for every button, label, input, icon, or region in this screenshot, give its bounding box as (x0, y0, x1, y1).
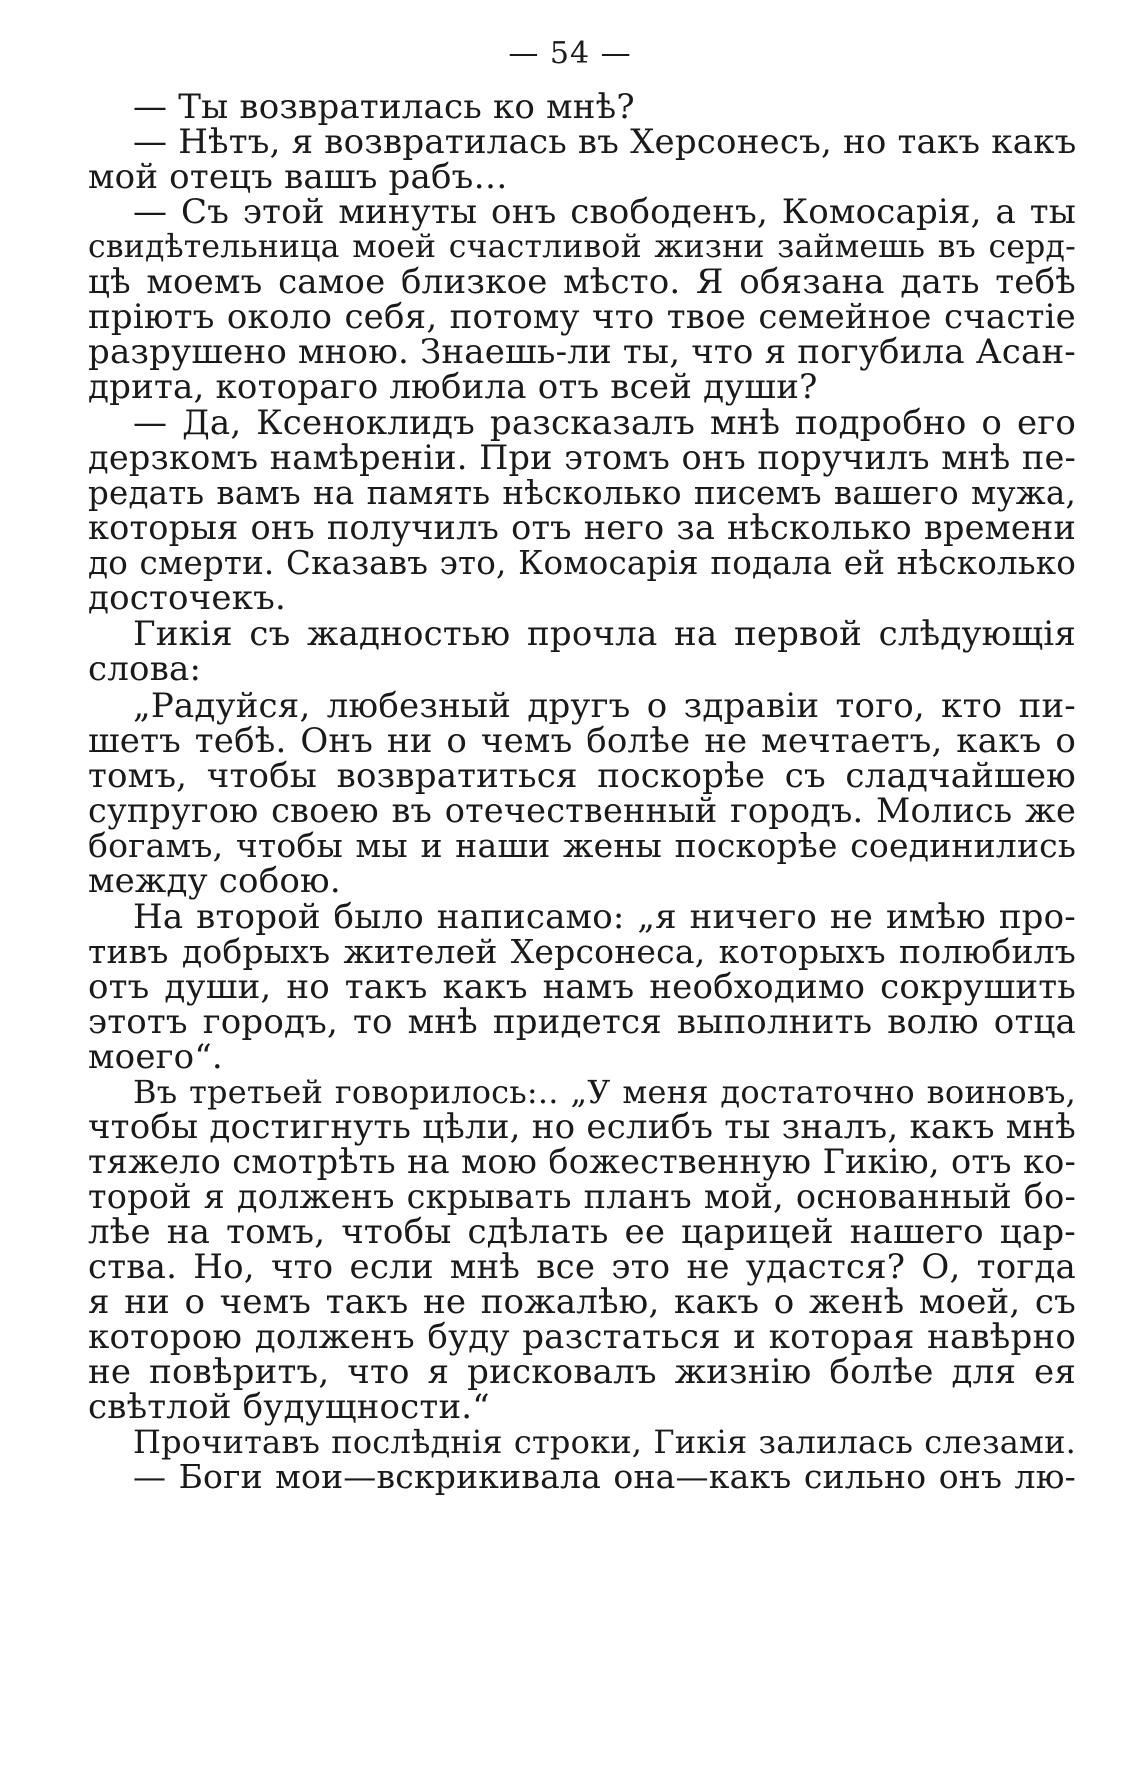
text-line: моего“. (88, 1037, 223, 1077)
text-line: Прочитавъ послѣднія строки, Гикія залилась слезами. (133, 1423, 1076, 1461)
text-line: которыя онъ получилъ отъ него за нѣсколько времени (88, 508, 1076, 547)
text-line: до смерти. Сказавъ это, Комосарія подала ей нѣсколько (88, 544, 1076, 582)
text-line: между собою. (88, 861, 341, 901)
text-line: торой я долженъ скрывать планъ мой, основанный бо- (88, 1177, 1076, 1216)
text-line: дерзкомъ намѣреніи. При этомъ онъ поручилъ мнѣ пе- (88, 438, 1076, 477)
text-line: чтобы достигнуть цѣли, но еслибъ ты зналъ, какъ мнѣ (88, 1107, 1076, 1147)
text-line: редать вамъ на память нѣсколько писемъ вашего мужа, (88, 474, 1076, 512)
text-line: мой отецъ вашъ рабъ… (88, 157, 508, 197)
text-line: дрита, котораго любила отъ всей души? (88, 367, 818, 407)
text-line: цѣ моемъ самое близкое мѣсто. Я обязана дать тебѣ (88, 262, 1076, 302)
text-line: Гикія съ жадностью прочла на первой слѣдующія (133, 614, 1076, 654)
text-line: которою долженъ буду разстаться и которая навѣрно (88, 1317, 1076, 1357)
text-line: тяжело смотрѣть на мою божественную Гикію, отъ ко- (88, 1142, 1076, 1181)
text-line: не повѣритъ, что я рисковалъ жизнію болѣе для ея (88, 1352, 1076, 1392)
text-line: — Боги мои—вскрикивала она—какъ сильно онъ лю- (133, 1457, 1076, 1496)
text-line: досточекъ. (88, 578, 287, 618)
text-line: — Ты возвратилась ко мнѣ? (133, 87, 635, 127)
text-line: пріютъ около себя, потому что твое семейное счастіе (88, 297, 1076, 337)
text-line: этотъ городъ, то мнѣ придется выполнить волю отца (88, 1002, 1076, 1042)
text-line: слова: (88, 649, 202, 689)
text-line: разрушено мною. Знаешь-ли ты, что я погубила Асан- (88, 332, 1076, 372)
text-line: лѣе на томъ, чтобы сдѣлать ее царицей нашего цар- (88, 1212, 1076, 1252)
text-line: свидѣтельница моей счастливой жизни займешь въ серд- (88, 229, 1076, 265)
text-line: На второй было написамо: „я ничего не имѣю про- (133, 897, 1076, 937)
text-line: тивъ добрыхъ жителей Херсонеса, которыхъ полюбилъ (88, 932, 1076, 971)
text-line: свѣтлой будущности.“ (88, 1387, 490, 1427)
text-line: богамъ, чтобы мы и наши жены поскорѣе соединились (88, 826, 1076, 865)
text-line: отъ души, но такъ какъ намъ необходимо сокрушить (88, 967, 1076, 1007)
text-line: супругою своею въ отечественный городъ. Молись же (88, 791, 1076, 830)
text-line: — Съ этой минуты онъ свободенъ, Комосарія, а ты (133, 192, 1076, 232)
text-line: ства. Но, что если мнѣ все это не удастся? О, тогда (88, 1247, 1076, 1287)
text-line: Въ третьей говорилось:.. „У меня достаточно воиновъ, (133, 1073, 1076, 1111)
text-line: „Радуйся, любезный другъ о здравіи того, кто пи- (133, 686, 1076, 726)
text-line: шетъ тебѣ. Онъ ни о чемъ болѣе не мечтаетъ, какъ о (88, 721, 1076, 761)
text-line: томъ, чтобы возвратиться поскорѣе съ сладчайшею (88, 756, 1076, 796)
page-number: — 54 — (508, 36, 632, 71)
text-line: — Нѣтъ, я возвратилась въ Херсонесъ, но такъ какъ (133, 122, 1077, 162)
text-line: — Да, Ксеноклидъ разсказалъ мнѣ подробно о его (133, 403, 1076, 443)
text-line: я ни о чемъ такъ не пожалѣю, какъ о женѣ моей, съ (88, 1282, 1076, 1322)
